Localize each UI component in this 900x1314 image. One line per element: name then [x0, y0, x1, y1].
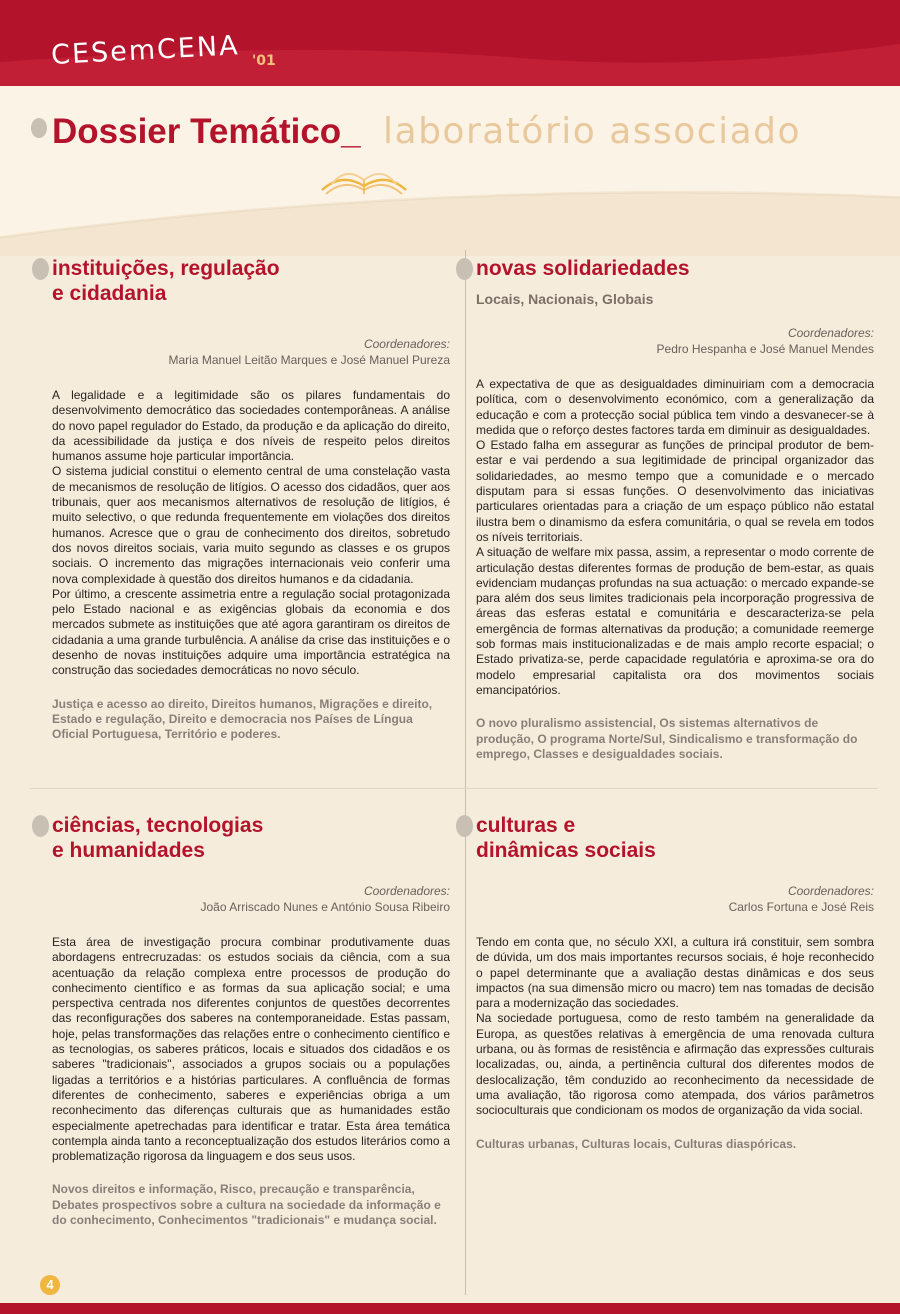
section-subtitle: Locais, Nacionais, Globais [476, 291, 654, 307]
coordinators-names: Pedro Hespanha e José Manuel Mendes [656, 342, 874, 356]
section-title [52, 256, 450, 306]
section-title-line: dinâmicas sociais [476, 839, 656, 862]
paragraph: O sistema judicial constitui o elemento central de uma constelação vasta de mecanismos de resolução de litígios. O acesso dos cidadãos, quer aos tribunais, quer aos mecanismos alternativos de resolução de litígios, é muito selectivo, o que redunda frequentemente em violações dos direitos humanos. Acresce que o grau de conhecimento dos direitos, sobretudo dos novos direitos sociais, varia muito segundo as classes e os grupos sociais. O incremento das migrações internacionais veio conferir uma nova complexidade à questão dos direitos humanos e da cidadania. [52, 464, 450, 586]
paragraph: A legalidade e a legitimidade são os pilares fundamentais do desenvolvimento democrático das sociedades contemporâneas. A análise do novo papel regulador do Estado, da produção e da aplicação do direito, da acessibilidade da justiça e dos níveis de respeito pelos direitos humanos assume hoje particular importância. [52, 388, 450, 464]
paragraph: Na sociedade portuguesa, como de resto também na generalidade da Europa, as questões relativas à emergência de uma renovada cultura urbana, ou às formas de resistência e afirmação das expressões culturais localizadas, ou, ainda, a pertinência cultural dos diferentes modos de deslocalização, têm conduzido ao reconhecimento da necessidade de uma avaliação, tão rigorosa como atempada, dos vários parâmetros socioculturais que condicionam os modos de organização da vida social. [476, 1011, 874, 1118]
section-body [476, 935, 874, 1119]
bottom-band [0, 1303, 900, 1314]
magazine-logo: CESemCENA [50, 30, 241, 71]
coordinators-block [456, 883, 874, 915]
section-culturas [456, 813, 874, 1152]
section-title [52, 813, 450, 863]
coordinators-names: Carlos Fortuna e José Reis [728, 900, 874, 914]
section-title [476, 256, 874, 281]
section-keywords: Culturas urbanas, Culturas locais, Culturas diaspóricas. [476, 1136, 797, 1151]
section-novas-solidariedades [456, 256, 874, 762]
magazine-logo-year: '01 [252, 53, 276, 69]
section-title-line: ciências, tecnologias [52, 814, 264, 837]
section-title-line: e humanidades [52, 839, 205, 862]
page-number: 4 [40, 1275, 60, 1295]
section-keywords: Justiça e acesso ao direito, Direitos humanos, Migrações e direito, Estado e regulação, Direito e democracia nos Países de Língua Oficial Portuguesa, Território e poderes. [52, 696, 433, 742]
paragraph: Esta área de investigação procura combinar produtivamente duas abordagens entrecruzadas: os estudos sociais da ciência, com a sua acentuação da relação complexa entre processos de produção do conhecimento científico e as formas da sua aplicação social; e uma perspectiva centrada nos diferentes conjuntos de questões decorrentes das reconfigurações dos saberes na contemporaneidade. Estas passam, hoje, pelas transformações das relações entre o conhecimento científico e as tecnologias, os saberes práticos, locais e situados dos cidadãos e os saberes "tradicionais", associados a grupos sociais ou a populações ligadas a territórios e a histórias particulares. A confluência de formas diferentes de conhecimento, saberes e experiências obriga a um reconhecimento das diferenças culturais que as humanidades estão especialmente apetrechadas para identificar e tratar. Esta área temática contempla ainda tanto a reconceptualização dos estudos literários como a problematização rigorosa da linguagem e dos seus usos. [52, 935, 450, 1164]
section-body [476, 377, 874, 698]
page-subtitle: laboratório associado [383, 111, 802, 152]
coordinators-names: Maria Manuel Leitão Marques e José Manuel Pureza [168, 353, 450, 367]
section-title-line: instituições, regulação [52, 257, 280, 280]
section-title-line: novas solidariedades [476, 257, 690, 280]
paragraph: Tendo em conta que, no século XXI, a cultura irá constituir, sem sombra de dúvida, um dos mais importantes recursos sociais, é hoje reconhecido o papel determinante que a avaliação destas dinâmicas e dos seus impactos (na sua dimensão micro ou macro) tem nas tomadas de decisão para a modernização das sociedades. [476, 935, 874, 1011]
paragraph: A expectativa de que as desigualdades diminuiriam com a democracia política, com o desenvolvimento económico, com a generalização da educação e com a protecção social pública tem vindo a desvanecer-se à medida que o reforço destes factores tarda em diminuir as desigualdades. [476, 377, 874, 437]
paragraph: Por último, a crescente assimetria entre a regulação social protagonizada pelo Estado nacional e as exigências globais da economia e dos mercados submete as instituições que até agora garantiram os direitos de cidadania a uma grande turbulência. A análise da crise das instituições e o desenho de novas instituições adquire uma importância estratégica na construção das sociedades democráticas no novo século. [52, 586, 450, 678]
coordinators-names: João Arriscado Nunes e António Sousa Ribeiro [200, 900, 450, 914]
open-book-icon [318, 160, 410, 200]
bullet-icon [456, 815, 473, 837]
section-ciencias [32, 813, 450, 1228]
bullet-icon [32, 815, 49, 837]
coordinators-label: Coordenadores: [787, 326, 874, 340]
coordinators-block [32, 883, 450, 915]
section-keywords: Novos direitos e informação, Risco, precaução e transparência, Debates prospectivos sobre a cultura na sociedade da informação e do conhecimento, Conhecimentos "tradicionais" e mudança social. [52, 1182, 441, 1228]
coordinators-label: Coordenadores: [787, 884, 874, 898]
bullet-icon [456, 258, 473, 280]
bullet-icon [31, 118, 47, 138]
section-keywords: O novo pluralismo assistencial, Os sistemas alternativos de produção, O programa Norte/Sul, Sindicalismo e transformação do emprego, Classes e desigualdades sociais. [476, 716, 858, 761]
paragraph: O Estado falha em assegurar as funções de principal produtor de bem-estar e vai perdendo a sua legitimidade de principal organizador das solidariedades, ao mesmo tempo que a comunidade e o mercado disputam para si essas funções. O desenvolvimento das iniciativas particulares orientadas para a criação de um espaço público não estatal ilustra bem o dinamismo da esfera comunitária, o qual se revela em todos os níveis territoriais. [476, 438, 874, 544]
section-title [476, 813, 874, 863]
page-title: Dossier Temático_ [52, 112, 361, 151]
coordinators-block [456, 325, 874, 357]
section-title-line: e cidadania [52, 282, 167, 305]
section-instituicoes [32, 256, 450, 743]
bullet-icon [32, 258, 49, 280]
coordinators-block [32, 336, 450, 368]
coordinators-label: Coordenadores: [363, 337, 450, 351]
section-body [52, 935, 450, 1164]
paragraph: A situação de welfare mix passa, assim, a representar o modo corrente de articulação destas diferentes formas de produção de bem-estar, as quais evidenciam mudanças profundas na sua actuação: o mercado expande-se para além dos seus limites tradicionais pela incorporação progressiva de áreas das esferas estatal e comunitária e descaracteriza-se pela emergência de formas alternativas da produção; a comunidade reemerge sob formas mais institucionalizadas e de mais amplo recorte espacial; o Estado privatiza-se, perde capacidade regulatória e aproxima-se ora do modelo empresarial capitalista ora dos movimentos sociais emancipatórios. [476, 545, 874, 697]
section-body [52, 388, 450, 679]
coordinators-label: Coordenadores: [363, 884, 450, 898]
section-title-line: culturas e [476, 814, 576, 837]
row-divider [30, 788, 878, 789]
